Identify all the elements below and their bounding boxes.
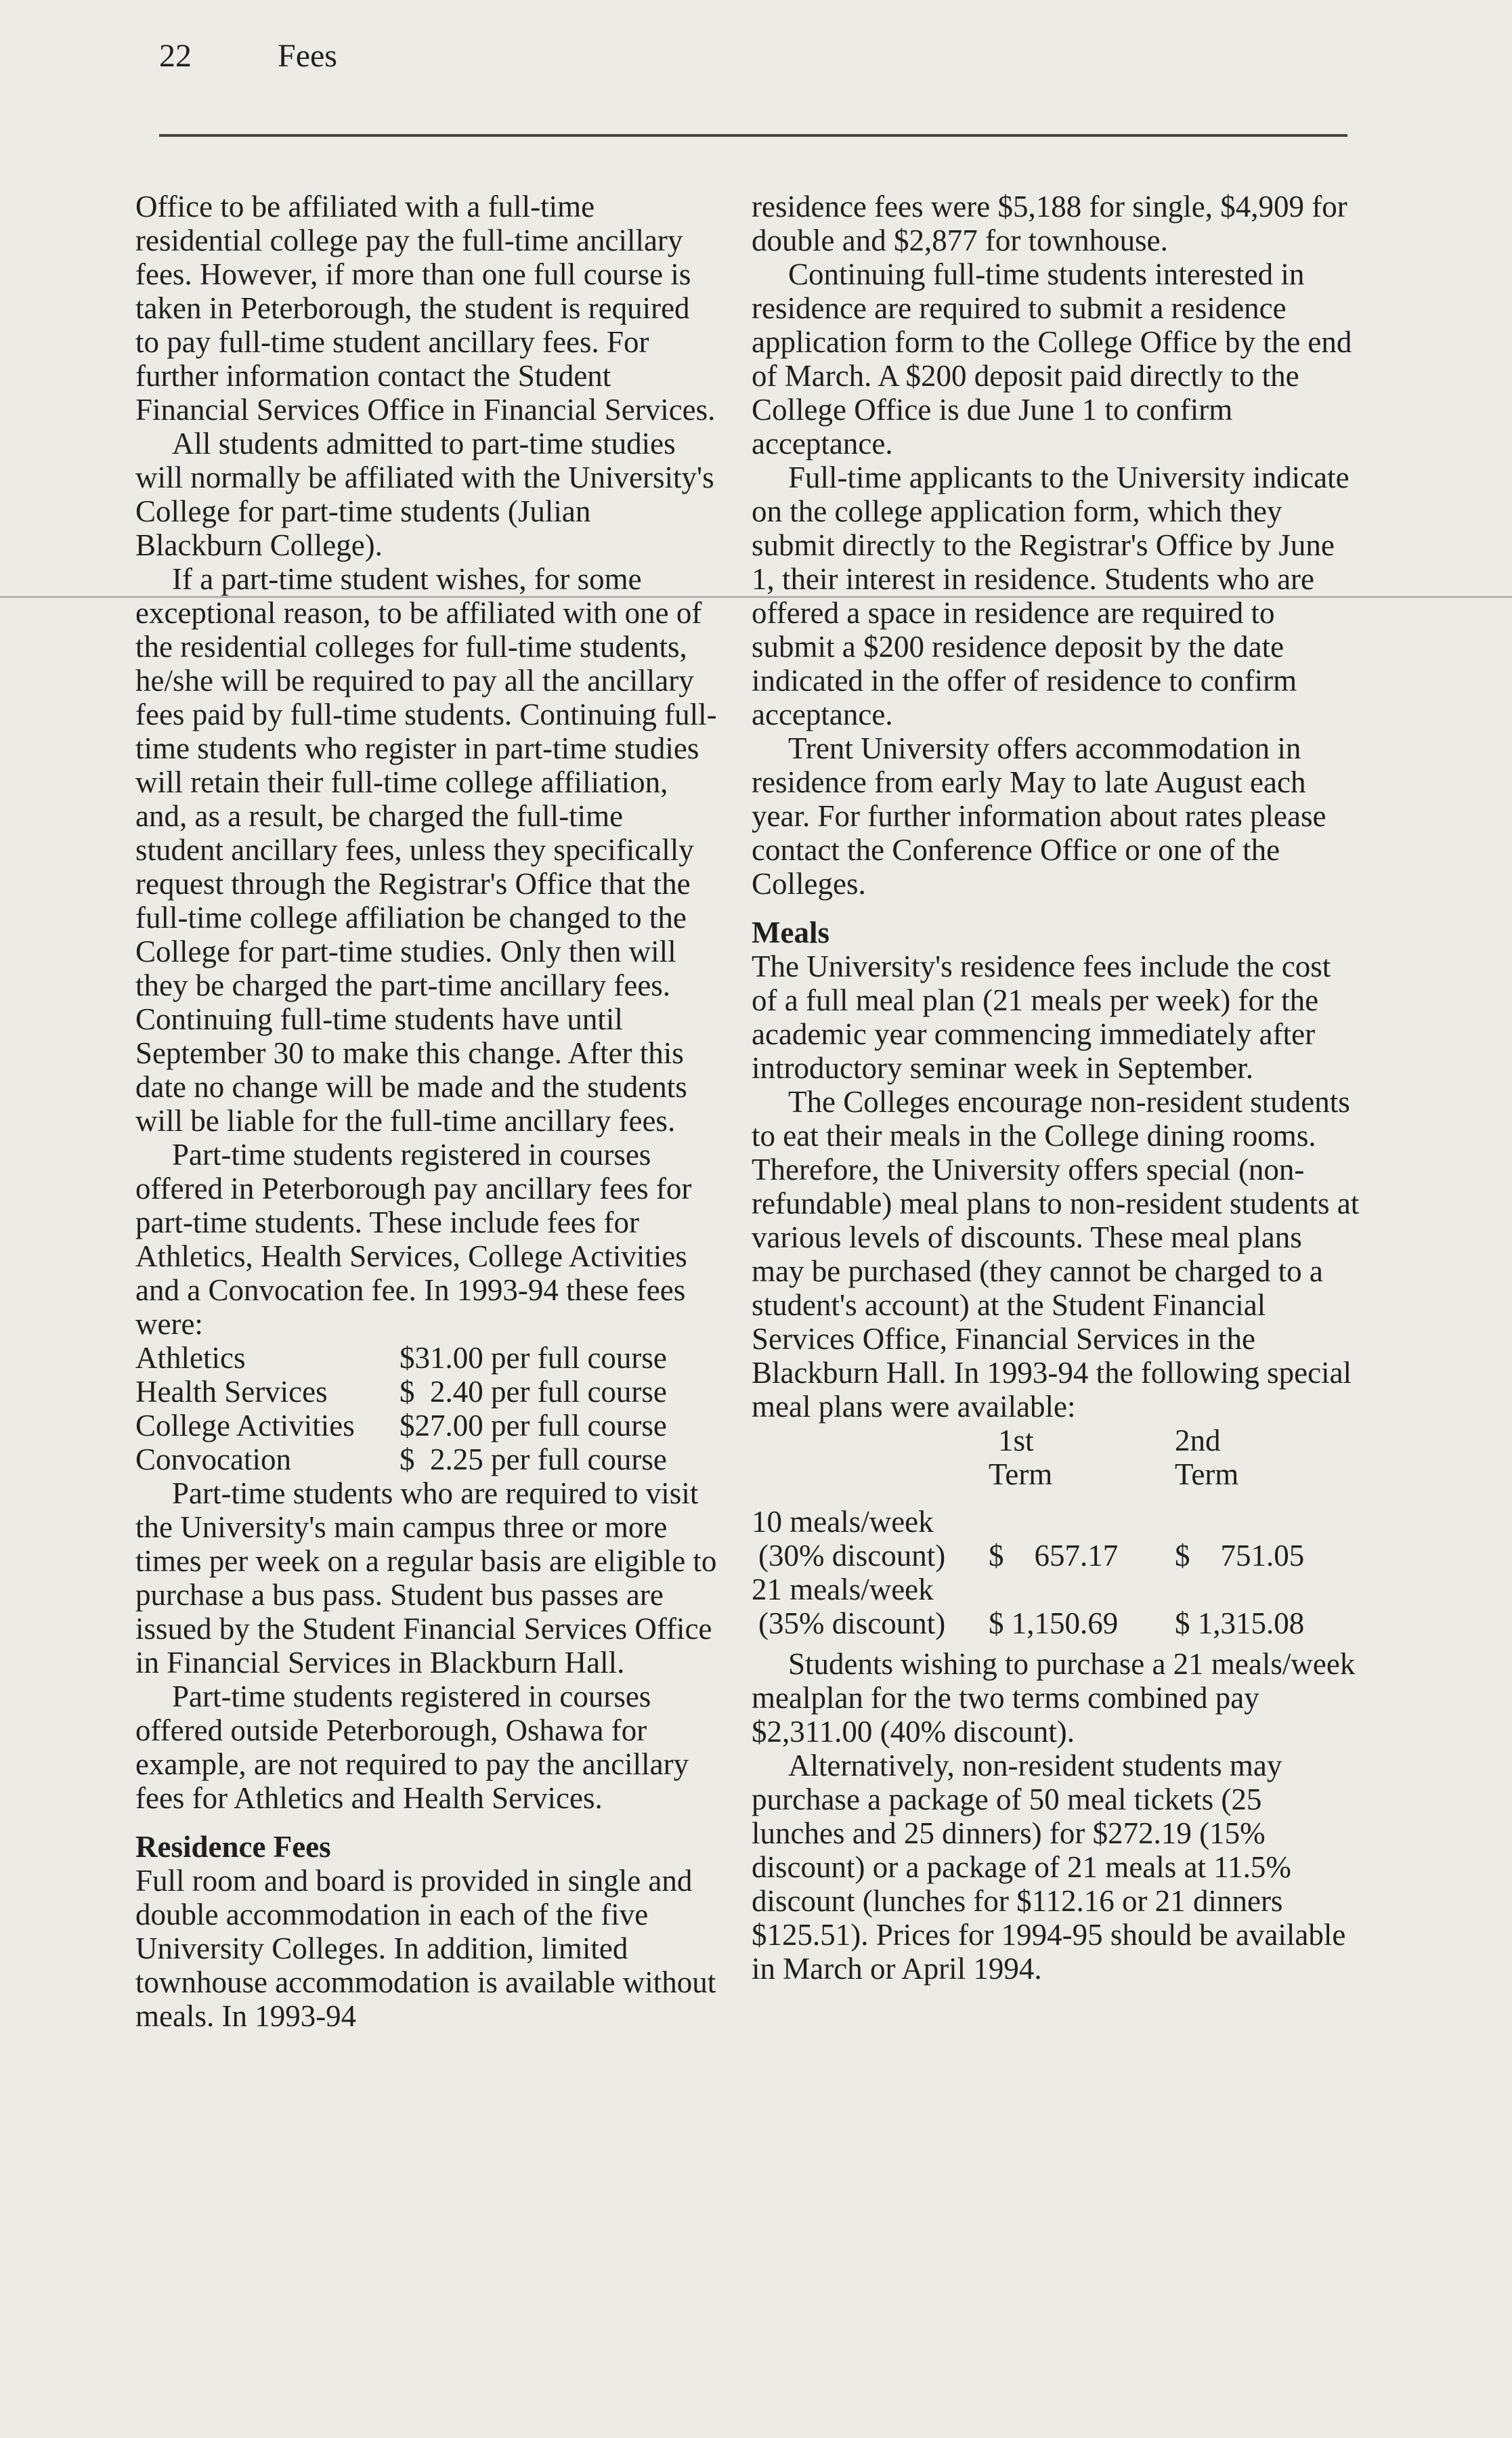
table-row [135, 1442, 718, 1476]
paragraph: All students admitted to part-time studies will normally be affiliated with the University's College for part-time students (Julian Blackburn College). [135, 427, 714, 562]
paragraph: Part-time students registered in courses offered outside Peterborough, Oshawa for example, are not required to pay the ancillary fees for Athletics and Health Services. [135, 1680, 689, 1815]
fee-amount: $27.00 per full course [399, 1409, 667, 1442]
meal-plan-table [752, 1424, 1304, 1640]
plan-label-line: 10 meals/week [752, 1505, 934, 1539]
fee-label: Health Services [135, 1375, 328, 1409]
left-column [135, 190, 718, 2033]
table-header-row [752, 1424, 1304, 1491]
column-header-line: Term [989, 1457, 1053, 1491]
plan-label-line: (35% discount) [758, 1606, 946, 1640]
fee-amount: $ 2.40 per full course [399, 1375, 667, 1409]
paragraph: The Colleges encourage non-resident students to eat their meals in the College dining rooms. Therefore, the University offers special (non-refundable) meal plans to non-resident students at various levels of discounts. These meal plans may be purchased (they cannot be charged to a student's account) at the Student Financial Services Office, Financial Services in the Blackburn Hall. In 1993-94 the following special meal plans were available: [752, 1085, 1360, 1424]
table-row [752, 1505, 1304, 1573]
header-rule [159, 134, 1347, 137]
table-row [135, 1375, 718, 1409]
paragraph: residence fees were $5,188 for single, $4,909 for double and $2,877 for townhouse. [752, 190, 1347, 257]
column-header-line: 2nd [1175, 1424, 1221, 1457]
paragraph: Continuing full-time students interested in residence are required to submit a residence application form to the College Office by the end of March. A $200 deposit paid directly to the College Office is due June 1 to confirm acceptance. [752, 257, 1352, 461]
page-header [159, 37, 337, 74]
page-number: 22 [159, 38, 192, 74]
table-row [135, 1409, 718, 1442]
fee-amount: $31.00 per full course [399, 1341, 667, 1375]
fee-label: Convocation [135, 1442, 291, 1476]
term1-price: $ 1,150.69 [989, 1606, 1119, 1640]
term1-price: $ 657.17 [989, 1539, 1119, 1573]
ancillary-fees-table [135, 1341, 718, 1476]
paragraph: Full-time applicants to the University indicate on the college application form, which they submit directly to the Registrar's Office by June 1, their interest in residence. Students who are offered a space in residence are required to submit a $200 residence deposit by the date indicated in the offer of residence to confirm acceptance. [752, 461, 1349, 731]
fee-amount: $ 2.25 per full course [399, 1442, 667, 1476]
fee-label: College Activities [135, 1409, 355, 1442]
paragraph: Full room and board is provided in single and double accommodation in each of the five University Colleges. In addition, limited townhouse accommodation is available without meals. In 1993-94 [135, 1864, 716, 2033]
table-row [752, 1573, 1304, 1640]
paragraph: Trent University offers accommodation in residence from early May to late August each year. For further information about rates please contact the Conference Office or one of the Colleges. [752, 731, 1326, 901]
paragraph: Students wishing to purchase a 21 meals/week mealplan for the two terms combined pay $2,311.00 (40% discount). [752, 1647, 1356, 1749]
paragraph: Part-time students who are required to visit the University's main campus three or more times per week on a regular basis are eligible to purchase a bus pass. Student bus passes are issued by the Student Financial Services Office in Financial Services in Blackburn Hall. [135, 1476, 717, 1680]
paragraph: Office to be affiliated with a full-time residential college pay the full-time ancillary fees. However, if more than one full course is taken in Peterborough, the student is required to pay full-time student ancillary fees. For further information contact the Student Financial Services Office in Financial Services. [135, 190, 716, 427]
plan-label-line: 21 meals/week [752, 1573, 934, 1606]
plan-label [752, 1573, 989, 1640]
term2-price: $ 1,315.08 [1175, 1606, 1305, 1640]
meals-heading: Meals [752, 916, 829, 949]
residence-fees-heading: Residence Fees [135, 1830, 331, 1864]
fee-label: Athletics [135, 1341, 246, 1375]
paragraph: If a part-time student wishes, for some exceptional reason, to be affiliated with one of the residential colleges for full-time students, he/she will be required to pay all the ancillary fees paid by full-time students. Continuing full- time students who register in part-time studies will retain their full-time college affiliation, and, as a result, be charged the full-time student ancillary fees, unless they specifically request through the Registrar's Office that the full-time college affiliation be changed to the College for part-time studies. Only then will they be charged the part-time ancillary fees. Continuing full-time students have until September 30 to make this change. After this date no change will be made and the students will be liable for the full-time ancillary fees. [135, 562, 717, 1138]
column-header-line: 1st [998, 1424, 1034, 1457]
table-row [135, 1341, 718, 1375]
column-header-line: Term [1175, 1457, 1239, 1491]
section-title: Fees [278, 38, 337, 74]
paragraph: Part-time students registered in courses offered in Peterborough pay ancillary fees for part-time students. These include fees for Athletics, Health Services, College Activities and a Convocation fee. In 1993-94 these fees were: [135, 1138, 692, 1341]
plan-label [752, 1505, 989, 1573]
term2-price: $ 751.05 [1175, 1539, 1305, 1573]
paragraph: Alternatively, non-resident students may purchase a package of 50 meal tickets (25 lunches and 25 dinners) for $272.19 (15% discount) or a package of 21 meals at 11.5% discount (lunches for $112.16 or 21 dinners $125.51). Prices for 1994-95 should be available in March or April 1994. [752, 1749, 1346, 1986]
paragraph: The University's residence fees include the cost of a full meal plan (21 meals per week) for the academic year commencing immediately after introductory seminar week in September. [752, 949, 1331, 1085]
plan-label-line: (30% discount) [758, 1539, 946, 1573]
column-header [989, 1424, 1175, 1491]
right-column [752, 190, 1361, 1986]
column-header [1175, 1424, 1304, 1491]
